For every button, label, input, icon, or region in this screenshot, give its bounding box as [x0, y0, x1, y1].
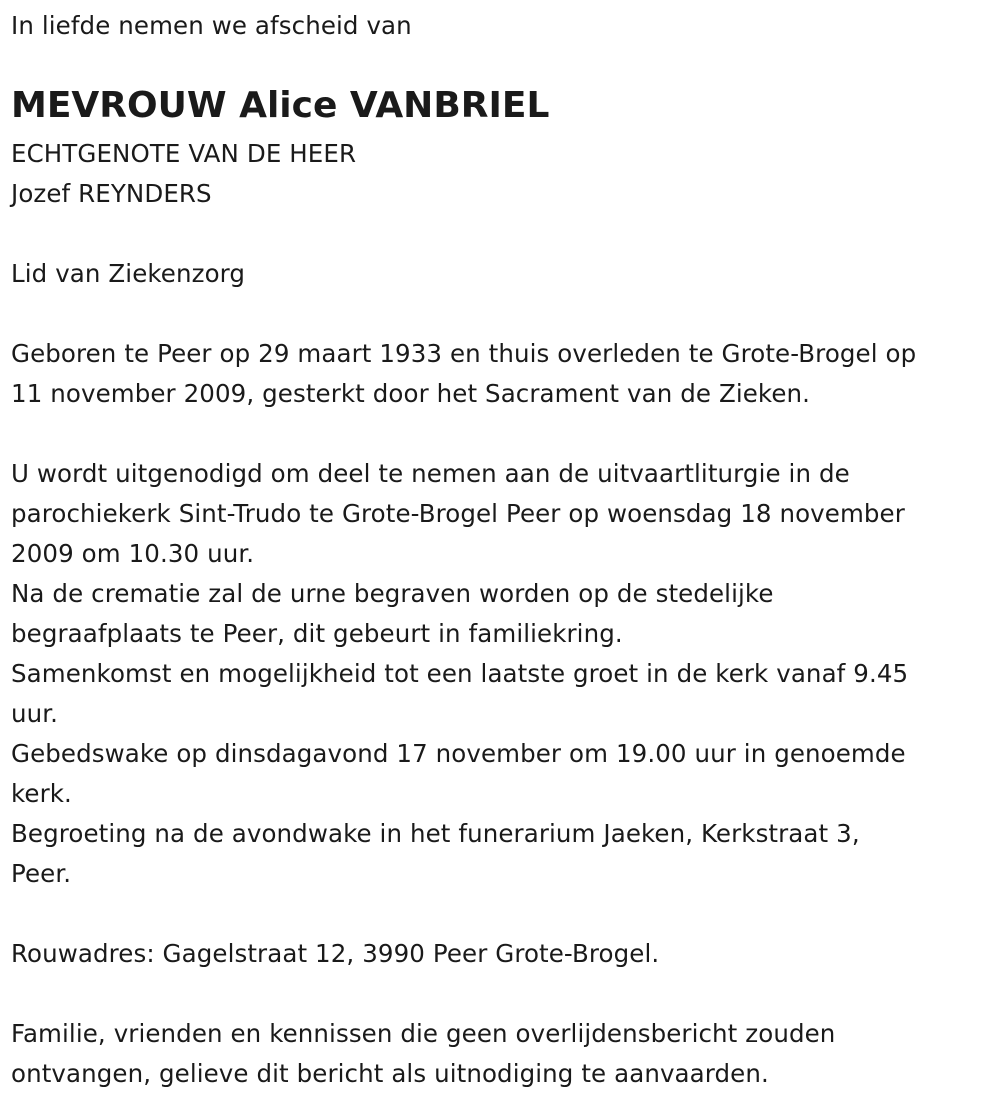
paragraph-line: Samenkomst en mogelijkheid tot een laatste groet in de kerk vanaf 9.45: [11, 659, 909, 688]
birth-death-paragraph: [11, 334, 916, 414]
paragraph-line: Peer.: [11, 859, 72, 888]
paragraph-line: Gebedswake op dinsdagavond 17 november om 19.00 uur in genoemde: [11, 739, 906, 768]
paragraph-line: Begroeting na de avondwake in het funerarium Jaeken, Kerkstraat 3,: [11, 819, 860, 848]
paragraph-line: 2009 om 10.30 uur.: [11, 539, 255, 568]
closing-paragraph: [11, 1014, 835, 1094]
paragraph-line: uur.: [11, 699, 59, 728]
paragraph-line: parochiekerk Sint-Trudo te Grote-Brogel Peer op woensdag 18 november: [11, 499, 905, 528]
paragraph-line: Familie, vrienden en kennissen die geen overlijdensbericht zouden: [11, 1019, 836, 1048]
relation-text: ECHTGENOTE VAN DE HEER: [11, 139, 357, 168]
paragraph-line: 11 november 2009, gesterkt door het Sacrament van de Zieken.: [11, 379, 811, 408]
membership-block: [11, 254, 245, 294]
paragraph-line: kerk.: [11, 779, 72, 808]
paragraph-line: ontvangen, gelieve dit bericht als uitnodiging te aanvaarden.: [11, 1059, 769, 1088]
paragraph-line: Geboren te Peer op 29 maart 1933 en thuis overleden te Grote-Brogel op: [11, 339, 917, 368]
paragraph-line: U wordt uitgenodigd om deel te nemen aan de uitvaartliturgie in de: [11, 459, 850, 488]
spouse-name: Jozef REYNDERS: [11, 179, 212, 208]
membership-text: Lid van Ziekenzorg: [11, 259, 246, 288]
paragraph-line: Na de crematie zal de urne begraven worden op de stedelijke: [11, 579, 774, 608]
paragraph-line: begraafplaats te Peer, dit gebeurt in familiekring.: [11, 619, 623, 648]
deceased-name: MEVROUW Alice VANBRIEL: [11, 85, 550, 126]
address-block: [11, 934, 659, 974]
ceremony-paragraph: [11, 454, 908, 894]
intro-text: In liefde nemen we afscheid van: [11, 11, 412, 40]
relation-block: [11, 134, 356, 214]
address-text: Rouwadres: Gagelstraat 12, 3990 Peer Grote-Brogel.: [11, 939, 660, 968]
